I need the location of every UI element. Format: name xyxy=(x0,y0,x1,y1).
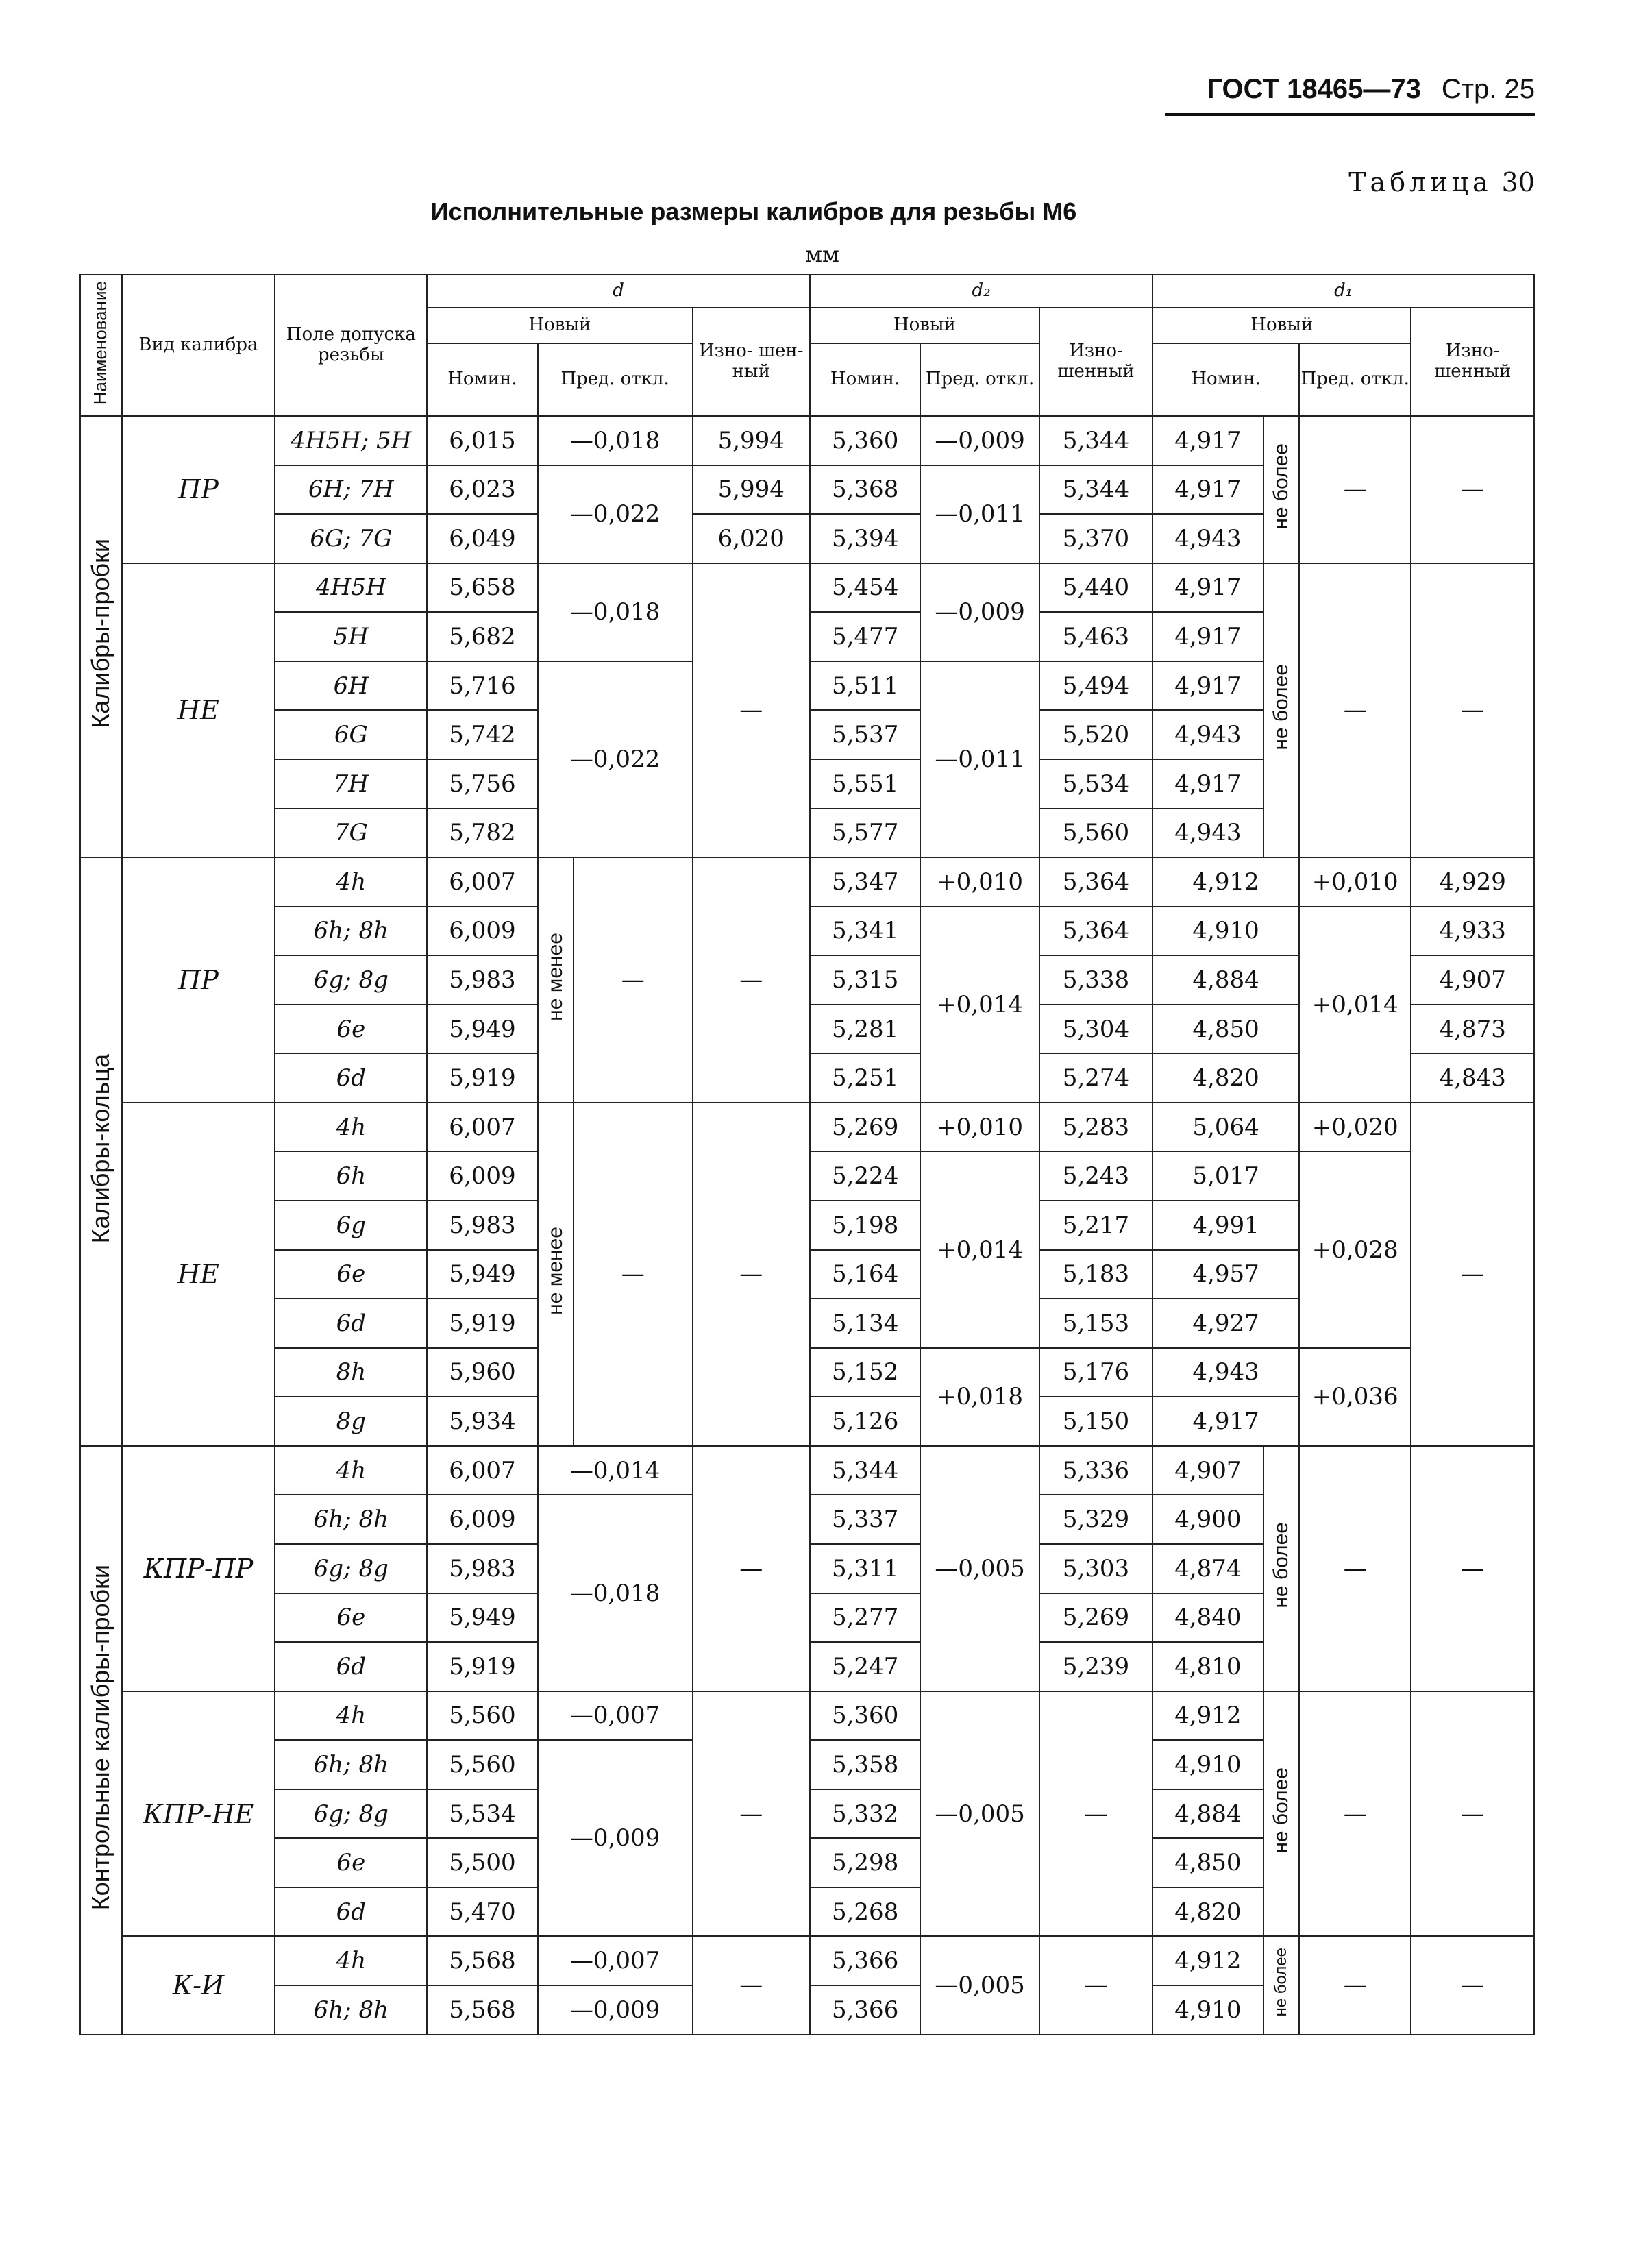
d-nominal-cell: 5,919 xyxy=(427,1053,537,1103)
d1-dev-cell: — xyxy=(1299,416,1411,563)
d1-worn-header: Изно- шенный xyxy=(1411,308,1534,416)
group-plugs: Калибры-пробки xyxy=(80,416,122,857)
d2-nominal-cell: 5,394 xyxy=(810,514,920,563)
d2-nominal-cell: 5,366 xyxy=(810,1936,920,1985)
d2-nominal-cell: 5,134 xyxy=(810,1299,920,1348)
tolerance-cell: 6d xyxy=(275,1887,427,1937)
table-title: Исполнительные размеры калибров для резьбы М6 xyxy=(430,197,1077,225)
d1-nominal-cell: 4,991 xyxy=(1152,1201,1299,1250)
col-tolerance-header: Поле допуска резьбы xyxy=(275,275,427,416)
d-worn-cell: — xyxy=(693,1103,810,1446)
d-nominal-header: Номин. xyxy=(427,343,537,416)
d1-dev-cell: +0,010 xyxy=(1299,857,1411,907)
tolerance-cell: 7G xyxy=(275,809,427,858)
d-nominal-cell: 6,009 xyxy=(427,1151,537,1201)
d1-nominal-cell: 4,912 xyxy=(1152,857,1299,907)
d-nominal-cell: 5,983 xyxy=(427,955,537,1005)
d-dev-cell: —0,009 xyxy=(538,1740,693,1936)
d1-worn-cell: — xyxy=(1411,1936,1534,2035)
tolerance-cell: 6G; 7G xyxy=(275,514,427,563)
d-worn-cell: — xyxy=(693,1446,810,1691)
units-label: мм xyxy=(805,241,839,267)
d1-worn-cell: — xyxy=(1411,416,1534,563)
gauge-kind: К-И xyxy=(122,1936,275,2035)
tolerance-cell: 4h xyxy=(275,857,427,907)
d2-worn-cell: 5,304 xyxy=(1039,1005,1152,1054)
d2-worn-cell: 5,494 xyxy=(1039,661,1152,711)
d2-nominal-cell: 5,337 xyxy=(810,1495,920,1544)
d-nominal-cell: 5,983 xyxy=(427,1544,537,1593)
d-nominal-cell: 5,742 xyxy=(427,710,537,759)
d2-worn-cell: 5,153 xyxy=(1039,1299,1152,1348)
d2-dev-cell: —0,009 xyxy=(920,563,1039,661)
tolerance-cell: 6g; 8g xyxy=(275,1789,427,1839)
d2-worn-cell: 5,520 xyxy=(1039,710,1152,759)
tolerance-cell: 5H xyxy=(275,612,427,661)
table-number: 30 xyxy=(1501,167,1535,197)
d2-worn-header: Изно- шенный xyxy=(1039,308,1152,416)
tolerance-cell: 6G xyxy=(275,710,427,759)
d-nominal-cell: 5,919 xyxy=(427,1299,537,1348)
d2-worn-cell: 5,283 xyxy=(1039,1103,1152,1152)
tolerance-cell: 4h xyxy=(275,1691,427,1741)
d1-new-header: Новый xyxy=(1152,308,1411,343)
col-name-header: Наименование xyxy=(80,275,122,416)
d-nominal-cell: 5,568 xyxy=(427,1936,537,1985)
d1-nominal-cell: 4,917 xyxy=(1152,563,1263,613)
d2-dev-cell: +0,010 xyxy=(920,857,1039,907)
d2-nominal-cell: 5,341 xyxy=(810,907,920,956)
col-d2-header: d₂ xyxy=(810,275,1152,308)
d2-worn-cell: 5,338 xyxy=(1039,955,1152,1005)
tolerance-cell: 6d xyxy=(275,1053,427,1103)
d2-worn-cell: 5,560 xyxy=(1039,809,1152,858)
d1-nominal-cell: 4,912 xyxy=(1152,1936,1263,1985)
d2-worn-cell: 5,183 xyxy=(1039,1250,1152,1299)
d2-worn-cell: 5,534 xyxy=(1039,759,1152,809)
d-nominal-cell: 5,560 xyxy=(427,1740,537,1789)
d1-nominal-cell: 4,884 xyxy=(1152,955,1299,1005)
tolerance-cell: 6g; 8g xyxy=(275,955,427,1005)
d-nominal-cell: 6,009 xyxy=(427,907,537,956)
d2-dev-cell: —0,005 xyxy=(920,1691,1039,1937)
d1-dev-header: Пред. откл. xyxy=(1299,343,1411,416)
d1-nominal-cell: 4,917 xyxy=(1152,1397,1299,1446)
d-nominal-cell: 5,934 xyxy=(427,1397,537,1446)
d-dev-cell: —0,007 xyxy=(538,1936,693,1985)
d2-nominal-cell: 5,164 xyxy=(810,1250,920,1299)
d-nominal-cell: 5,960 xyxy=(427,1348,537,1397)
limit-note: не более xyxy=(1263,1691,1299,1937)
tolerance-cell: 4h xyxy=(275,1936,427,1985)
d2-nominal-cell: 5,360 xyxy=(810,416,920,465)
d1-nominal-cell: 4,910 xyxy=(1152,907,1299,956)
d2-worn-cell: 5,344 xyxy=(1039,465,1152,515)
gauge-kind: ПР xyxy=(122,416,275,563)
d2-worn-cell: 5,463 xyxy=(1039,612,1152,661)
d-worn-cell: — xyxy=(693,1936,810,2035)
d-dev-cell: —0,022 xyxy=(538,465,693,563)
d1-nominal-cell: 4,943 xyxy=(1152,514,1263,563)
d2-worn-cell: — xyxy=(1039,1691,1152,1937)
d2-worn-cell: 5,364 xyxy=(1039,857,1152,907)
d2-dev-cell: —0,009 xyxy=(920,416,1039,465)
d1-nominal-cell: 4,820 xyxy=(1152,1887,1263,1937)
limit-note: не более xyxy=(1263,1446,1299,1691)
d2-nominal-cell: 5,577 xyxy=(810,809,920,858)
d1-nominal-cell: 4,910 xyxy=(1152,1985,1263,2035)
tolerance-cell: 6e xyxy=(275,1838,427,1887)
d2-dev-cell: —0,011 xyxy=(920,465,1039,563)
d1-worn-cell: — xyxy=(1411,563,1534,857)
d2-nominal-cell: 5,311 xyxy=(810,1544,920,1593)
d1-nominal-cell: 4,850 xyxy=(1152,1838,1263,1887)
d2-worn-cell: 5,329 xyxy=(1039,1495,1152,1544)
d1-worn-cell: — xyxy=(1411,1446,1534,1691)
d-nominal-cell: 6,007 xyxy=(427,1446,537,1495)
tolerance-cell: 6H; 7H xyxy=(275,465,427,515)
d2-worn-cell: 5,243 xyxy=(1039,1151,1152,1201)
tolerance-cell: 6e xyxy=(275,1250,427,1299)
d-nominal-cell: 5,470 xyxy=(427,1887,537,1937)
d-nominal-cell: 5,983 xyxy=(427,1201,537,1250)
tolerance-cell: 7H xyxy=(275,759,427,809)
d2-worn-cell: 5,150 xyxy=(1039,1397,1152,1446)
d2-nominal-cell: 5,247 xyxy=(810,1642,920,1691)
d2-nominal-cell: 5,366 xyxy=(810,1985,920,2035)
group-control: Контрольные калибры-пробки xyxy=(80,1446,122,2035)
d1-nominal-cell: 4,943 xyxy=(1152,809,1263,858)
d-worn-cell: 5,994 xyxy=(693,416,810,465)
tolerance-cell: 6h; 8h xyxy=(275,1495,427,1544)
d-worn-header: Изно- шен- ный xyxy=(693,308,810,416)
d1-nominal-cell: 4,927 xyxy=(1152,1299,1299,1348)
d2-dev-cell: +0,014 xyxy=(920,907,1039,1103)
col-d1-header: d₁ xyxy=(1152,275,1534,308)
table-row xyxy=(80,416,1534,465)
d1-nominal-cell: 4,917 xyxy=(1152,759,1263,809)
d-worn-cell: 5,994 xyxy=(693,465,810,515)
table-row xyxy=(80,1446,1534,1495)
d2-dev-cell: +0,018 xyxy=(920,1348,1039,1446)
d2-worn-cell: 5,370 xyxy=(1039,514,1152,563)
d2-nominal-cell: 5,511 xyxy=(810,661,920,711)
gauge-kind: НЕ xyxy=(122,563,275,857)
d1-nominal-cell: 5,064 xyxy=(1152,1103,1299,1152)
d2-dev-cell: +0,014 xyxy=(920,1151,1039,1347)
d1-nominal-cell: 5,017 xyxy=(1152,1151,1299,1201)
d2-nominal-cell: 5,298 xyxy=(810,1838,920,1887)
d-nominal-cell: 6,009 xyxy=(427,1495,537,1544)
d2-nominal-cell: 5,198 xyxy=(810,1201,920,1250)
gauge-kind: НЕ xyxy=(122,1103,275,1446)
table-row xyxy=(80,1936,1534,1985)
tolerance-cell: 6e xyxy=(275,1005,427,1054)
d1-nominal-cell: 4,910 xyxy=(1152,1740,1263,1789)
d1-dev-cell: — xyxy=(1299,1691,1411,1937)
d2-dev-cell: +0,010 xyxy=(920,1103,1039,1152)
limit-note: не более xyxy=(1263,416,1299,563)
d2-nominal-cell: 5,224 xyxy=(810,1151,920,1201)
col-gauge-type-header: Вид калибра xyxy=(122,275,275,416)
d-nominal-cell: 5,919 xyxy=(427,1642,537,1691)
d2-new-header: Новый xyxy=(810,308,1039,343)
d1-nominal-cell: 4,907 xyxy=(1152,1446,1263,1495)
tolerance-cell: 4H5H xyxy=(275,563,427,613)
d-nominal-cell: 5,682 xyxy=(427,612,537,661)
d2-worn-cell: 5,344 xyxy=(1039,416,1152,465)
table-label xyxy=(1288,167,1535,197)
d1-nominal-cell: 4,943 xyxy=(1152,710,1263,759)
d2-nominal-cell: 5,454 xyxy=(810,563,920,613)
tolerance-cell: 4h xyxy=(275,1446,427,1495)
group-rings: Калибры-кольца xyxy=(80,857,122,1446)
d1-nominal-header: Номин. xyxy=(1152,343,1299,416)
dimensions-table xyxy=(79,274,1535,2035)
d-new-header: Новый xyxy=(427,308,692,343)
d2-nominal-cell: 5,152 xyxy=(810,1348,920,1397)
d1-nominal-cell: 4,884 xyxy=(1152,1789,1263,1839)
d-worn-cell: — xyxy=(693,1691,810,1937)
d1-dev-cell: +0,014 xyxy=(1299,907,1411,1103)
d-dev-cell: — xyxy=(574,1103,692,1446)
d1-nominal-cell: 4,820 xyxy=(1152,1053,1299,1103)
d-dev-cell: —0,018 xyxy=(538,563,693,661)
d1-worn-cell: 4,843 xyxy=(1411,1053,1534,1103)
d2-nominal-cell: 5,477 xyxy=(810,612,920,661)
d2-nominal-cell: 5,347 xyxy=(810,857,920,907)
d-nominal-cell: 5,756 xyxy=(427,759,537,809)
tolerance-cell: 6e xyxy=(275,1593,427,1643)
d-dev-header: Пред. откл. xyxy=(538,343,693,416)
d1-worn-cell: — xyxy=(1411,1691,1534,1937)
col-d-header: d xyxy=(427,275,810,308)
tolerance-cell: 4h xyxy=(275,1103,427,1152)
tolerance-cell: 6h; 8h xyxy=(275,1985,427,2035)
table-row xyxy=(80,1691,1534,1741)
d1-dev-cell: — xyxy=(1299,1446,1411,1691)
d2-worn-cell: 5,440 xyxy=(1039,563,1152,613)
gauge-kind: ПР xyxy=(122,857,275,1103)
d-dev-cell: —0,022 xyxy=(538,661,693,857)
d-nominal-cell: 5,534 xyxy=(427,1789,537,1839)
d-nominal-cell: 6,007 xyxy=(427,857,537,907)
limit-note: не менее xyxy=(538,1103,574,1446)
d-nominal-cell: 6,015 xyxy=(427,416,537,465)
d-dev-cell: —0,007 xyxy=(538,1691,693,1741)
d-dev-cell: —0,009 xyxy=(538,1985,693,2035)
d1-nominal-cell: 4,810 xyxy=(1152,1642,1263,1691)
tolerance-cell: 6d xyxy=(275,1642,427,1691)
d1-worn-cell: — xyxy=(1411,1103,1534,1446)
d-dev-cell: —0,018 xyxy=(538,416,693,465)
d-worn-cell: 6,020 xyxy=(693,514,810,563)
d-nominal-cell: 6,023 xyxy=(427,465,537,515)
d2-nominal-cell: 5,551 xyxy=(810,759,920,809)
d-nominal-cell: 5,782 xyxy=(427,809,537,858)
d2-dev-cell: —0,011 xyxy=(920,661,1039,857)
tolerance-cell: 6d xyxy=(275,1299,427,1348)
d-dev-cell: —0,018 xyxy=(538,1495,693,1691)
limit-note: не более xyxy=(1263,1936,1299,2035)
d1-nominal-cell: 4,917 xyxy=(1152,416,1263,465)
d1-nominal-cell: 4,900 xyxy=(1152,1495,1263,1544)
d1-dev-cell: +0,036 xyxy=(1299,1348,1411,1446)
d1-worn-cell: 4,873 xyxy=(1411,1005,1534,1054)
d-nominal-cell: 6,007 xyxy=(427,1103,537,1152)
d1-nominal-cell: 4,840 xyxy=(1152,1593,1263,1643)
d2-nominal-cell: 5,537 xyxy=(810,710,920,759)
d2-dev-cell: —0,005 xyxy=(920,1446,1039,1691)
d1-dev-cell: — xyxy=(1299,1936,1411,2035)
tolerance-cell: 6h; 8h xyxy=(275,907,427,956)
table-word: Таблица xyxy=(1348,167,1492,197)
tolerance-cell: 6h; 8h xyxy=(275,1740,427,1789)
d2-nominal-cell: 5,281 xyxy=(810,1005,920,1054)
d2-nominal-cell: 5,360 xyxy=(810,1691,920,1741)
tolerance-cell: 6H xyxy=(275,661,427,711)
d-nominal-cell: 5,716 xyxy=(427,661,537,711)
d-nominal-cell: 5,568 xyxy=(427,1985,537,2035)
d-worn-cell: — xyxy=(693,563,810,857)
table-row xyxy=(80,1103,1534,1152)
d2-worn-cell: 5,176 xyxy=(1039,1348,1152,1397)
page-header xyxy=(1165,74,1535,116)
d2-nominal-cell: 5,368 xyxy=(810,465,920,515)
page-number: Стр. 25 xyxy=(1441,74,1535,104)
d1-dev-cell: +0,020 xyxy=(1299,1103,1411,1152)
table-row xyxy=(80,563,1534,613)
tolerance-cell: 8h xyxy=(275,1348,427,1397)
d2-dev-cell: —0,005 xyxy=(920,1936,1039,2035)
d-nominal-cell: 5,500 xyxy=(427,1838,537,1887)
d1-nominal-cell: 4,917 xyxy=(1152,661,1263,711)
d2-nominal-cell: 5,251 xyxy=(810,1053,920,1103)
d1-nominal-cell: 4,957 xyxy=(1152,1250,1299,1299)
d1-worn-cell: 4,929 xyxy=(1411,857,1534,907)
d1-worn-cell: 4,933 xyxy=(1411,907,1534,956)
d2-nominal-cell: 5,277 xyxy=(810,1593,920,1643)
d2-nominal-cell: 5,358 xyxy=(810,1740,920,1789)
limit-note: не более xyxy=(1263,563,1299,857)
d-dev-cell: — xyxy=(574,857,692,1103)
d2-worn-cell: 5,217 xyxy=(1039,1201,1152,1250)
d2-worn-cell: 5,303 xyxy=(1039,1544,1152,1593)
d-worn-cell: — xyxy=(693,857,810,1103)
d-nominal-cell: 5,949 xyxy=(427,1250,537,1299)
d-nominal-cell: 5,949 xyxy=(427,1005,537,1054)
d2-worn-cell: 5,274 xyxy=(1039,1053,1152,1103)
tolerance-cell: 8g xyxy=(275,1397,427,1446)
d1-nominal-cell: 4,874 xyxy=(1152,1544,1263,1593)
d1-nominal-cell: 4,850 xyxy=(1152,1005,1299,1054)
d2-dev-header: Пред. откл. xyxy=(920,343,1039,416)
d2-nominal-cell: 5,269 xyxy=(810,1103,920,1152)
table-row xyxy=(80,857,1534,907)
d2-nominal-cell: 5,332 xyxy=(810,1789,920,1839)
limit-note: не менее xyxy=(538,857,574,1103)
tolerance-cell: 6g; 8g xyxy=(275,1544,427,1593)
d-nominal-cell: 6,049 xyxy=(427,514,537,563)
d2-nominal-cell: 5,344 xyxy=(810,1446,920,1495)
tolerance-cell: 6h xyxy=(275,1151,427,1201)
d1-nominal-cell: 4,943 xyxy=(1152,1348,1299,1397)
gauge-kind: КПР-НЕ xyxy=(122,1691,275,1937)
d1-nominal-cell: 4,917 xyxy=(1152,465,1263,515)
d2-worn-cell: 5,239 xyxy=(1039,1642,1152,1691)
d2-worn-cell: 5,336 xyxy=(1039,1446,1152,1495)
d2-nominal-cell: 5,268 xyxy=(810,1887,920,1937)
standard-code: ГОСТ 18465—73 xyxy=(1207,74,1421,104)
d2-nominal-cell: 5,315 xyxy=(810,955,920,1005)
tolerance-cell: 6g xyxy=(275,1201,427,1250)
d2-worn-cell: — xyxy=(1039,1936,1152,2035)
d2-nominal-cell: 5,126 xyxy=(810,1397,920,1446)
d2-worn-cell: 5,364 xyxy=(1039,907,1152,956)
d-dev-cell: —0,014 xyxy=(538,1446,693,1495)
d1-dev-cell: +0,028 xyxy=(1299,1151,1411,1347)
d-nominal-cell: 5,949 xyxy=(427,1593,537,1643)
d1-nominal-cell: 4,912 xyxy=(1152,1691,1263,1741)
tolerance-cell: 4H5H; 5H xyxy=(275,416,427,465)
d1-nominal-cell: 4,917 xyxy=(1152,612,1263,661)
d2-worn-cell: 5,269 xyxy=(1039,1593,1152,1643)
d1-dev-cell: — xyxy=(1299,563,1411,857)
d2-nominal-header: Номин. xyxy=(810,343,920,416)
d-nominal-cell: 5,658 xyxy=(427,563,537,613)
d1-worn-cell: 4,907 xyxy=(1411,955,1534,1005)
d-nominal-cell: 5,560 xyxy=(427,1691,537,1741)
gauge-kind: КПР-ПР xyxy=(122,1446,275,1691)
